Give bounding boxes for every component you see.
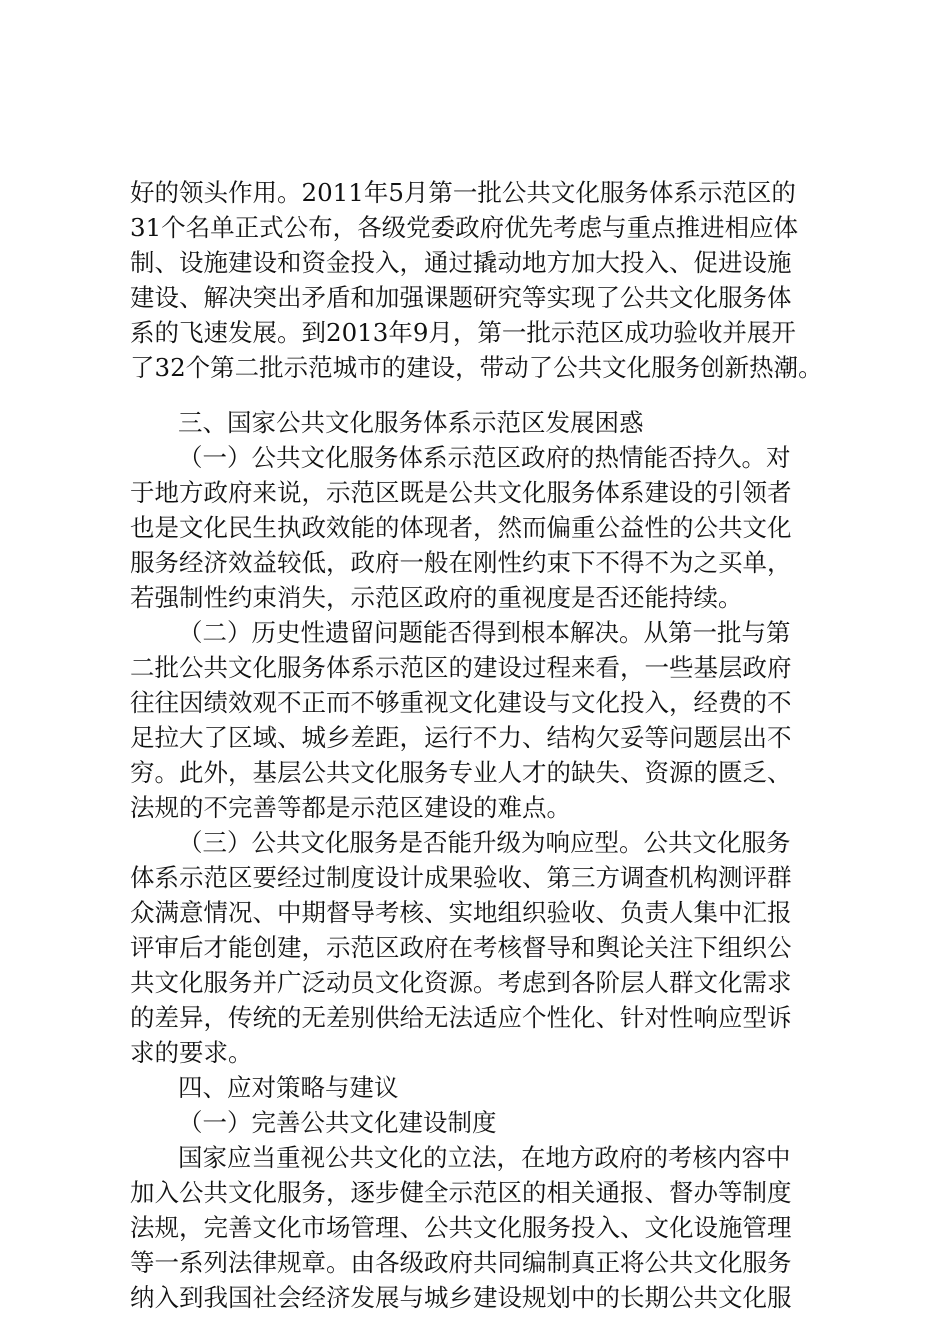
text-line: 了32个第二批示范城市的建设，带动了公共文化服务创新热潮。: [130, 353, 823, 382]
text-line: 二批公共文化服务体系示范区的建设过程来看，一些基层政府: [130, 653, 792, 682]
text-line: 服务经济效益较低，政府一般在刚性约束下不得不为之买单，: [130, 548, 792, 577]
text-line: 制、设施建设和资金投入，通过撬动地方加大投入、促进设施: [130, 248, 792, 277]
text-line: 求的要求。: [130, 1038, 253, 1067]
paragraph-first-line: （三）公共文化服务是否能升级为响应型。公共文化服务: [178, 828, 791, 857]
text-line: 足拉大了区域、城乡差距，运行不力、结构欠妥等问题层出不: [130, 723, 792, 752]
text-line: 穷。此外，基层公共文化服务专业人才的缺失、资源的匮乏、: [130, 758, 792, 787]
text-line: 的差异，传统的无差别供给无法适应个性化、针对性响应型诉: [130, 1003, 792, 1032]
text-line: 等一系列法律规章。由各级政府共同编制真正将公共文化服务: [130, 1248, 792, 1277]
section-heading: 三、国家公共文化服务体系示范区发展困惑: [178, 408, 644, 437]
paragraph-first-line: （二）历史性遗留问题能否得到根本解决。从第一批与第: [178, 618, 791, 647]
text-line: 体系示范区要经过制度设计成果验收、第三方调查机构测评群: [130, 863, 792, 892]
text-line: 评审后才能创建，示范区政府在考核督导和舆论关注下组织公: [130, 933, 792, 962]
subsection-heading: （一）完善公共文化建设制度: [178, 1108, 497, 1137]
text-line: 于地方政府来说，示范区既是公共文化服务体系建设的引领者: [130, 478, 792, 507]
text-line: 系的飞速发展。到2013年9月，第一批示范区成功验收并展开: [130, 318, 796, 347]
text-line: 加入公共文化服务，逐步健全示范区的相关通报、督办等制度: [130, 1178, 792, 1207]
text-line: 若强制性约束消失，示范区政府的重视度是否还能持续。: [130, 583, 743, 612]
text-line: 31个名单正式公布，各级党委政府优先考虑与重点推进相应体: [130, 213, 799, 242]
text-line: 法规，完善文化市场管理、公共文化服务投入、文化设施管理: [130, 1213, 792, 1242]
text-line: 也是文化民生执政效能的体现者，然而偏重公益性的公共文化: [130, 513, 792, 542]
text-line: 好的领头作用。2011年5月第一批公共文化服务体系示范区的: [130, 178, 796, 207]
text-line: 法规的不完善等都是示范区建设的难点。: [130, 793, 571, 822]
text-line: 共文化服务并广泛动员文化资源。考虑到各阶层人群文化需求: [130, 968, 792, 997]
text-line: 建设、解决突出矛盾和加强课题研究等实现了公共文化服务体: [130, 283, 792, 312]
text-line: 纳入到我国社会经济发展与城乡建设规划中的长期公共文化服: [130, 1283, 792, 1312]
paragraph-first-line: （一）公共文化服务体系示范区政府的热情能否持久。对: [178, 443, 791, 472]
paragraph-first-line: 国家应当重视公共文化的立法，在地方政府的考核内容中: [178, 1143, 791, 1172]
section-heading: 四、应对策略与建议: [178, 1073, 399, 1102]
text-line: 众满意情况、中期督导考核、实地组织验收、负责人集中汇报: [130, 898, 792, 927]
text-line: 往往因绩效观不正而不够重视文化建设与文化投入，经费的不: [130, 688, 792, 717]
